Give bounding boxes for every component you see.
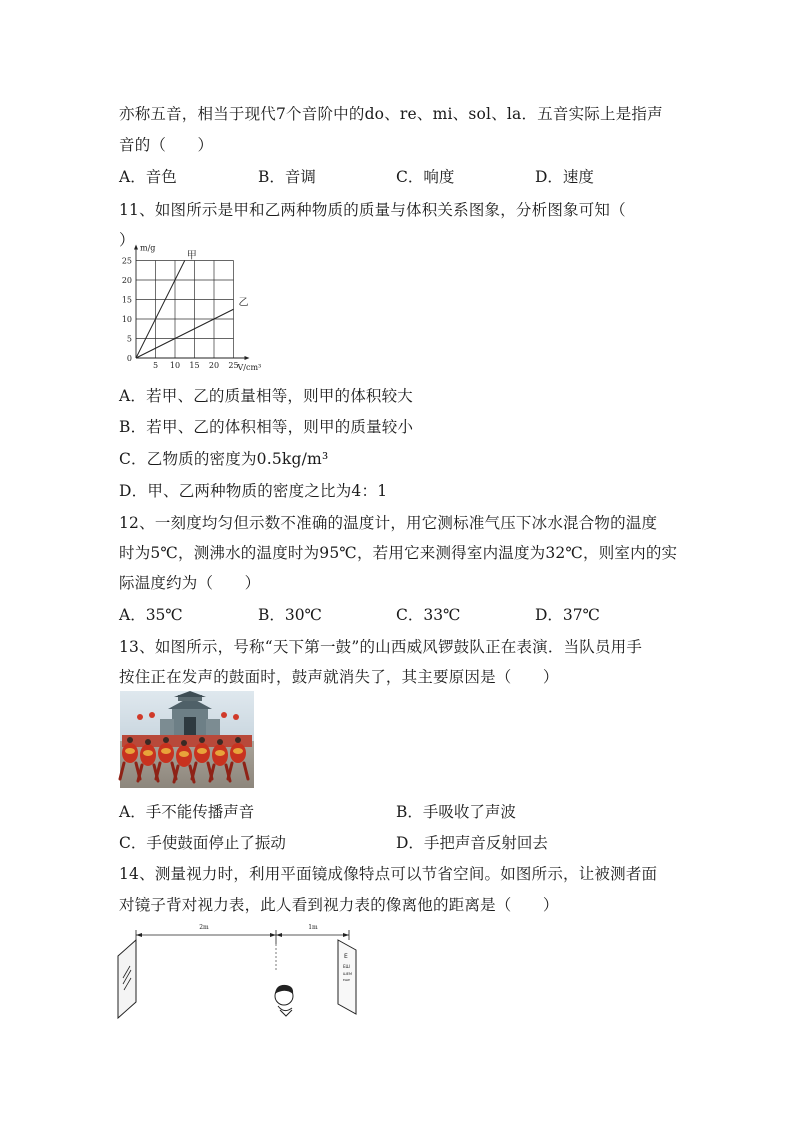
y-tick-label: 0 bbox=[126, 354, 132, 363]
y-tick-label: 10 bbox=[121, 315, 132, 324]
q12-text-line1: 12、一刻度均匀但示数不准确的温度计，用它测标准气压下冰水混合物的温度 bbox=[119, 514, 658, 532]
q10-option-a: A．音色 bbox=[119, 168, 177, 186]
mirror-icon bbox=[118, 940, 136, 1018]
q12-option-c: C．33℃ bbox=[396, 606, 461, 624]
q12-option-a: A．35℃ bbox=[119, 606, 183, 624]
q10-option-b: B．音调 bbox=[258, 168, 316, 186]
q11-option-a: A．若甲、乙的质量相等，则甲的体积较大 bbox=[119, 387, 413, 405]
series-label: 乙 bbox=[238, 297, 249, 309]
mass-volume-chart bbox=[118, 243, 278, 376]
q12-text-line2: 时为5℃，测沸水的温度时为95℃，若用它来测得室内温度为32℃，则室内的实 bbox=[119, 544, 678, 562]
drum-team-photo bbox=[120, 691, 254, 788]
q14-text-line1: 14、测量视力时，利用平面镜成像特点可以节省空间。如图所示，让被测者面 bbox=[119, 865, 658, 883]
y-tick-label: 5 bbox=[126, 334, 132, 344]
series-label: 甲 bbox=[186, 250, 197, 262]
q13-text-line2: 按住正在发声的鼓面时，鼓声就消失了，其主要原因是（ ） bbox=[119, 668, 559, 686]
series-line-yi bbox=[136, 309, 234, 358]
q13-option-c: C．手使鼓面停止了振动 bbox=[119, 834, 286, 852]
q11-option-d: D．甲、乙两种物质的密度之比为4：1 bbox=[119, 482, 388, 500]
q12-option-b: B．30℃ bbox=[258, 606, 322, 624]
y-tick-label: 20 bbox=[121, 276, 132, 285]
q11-option-c: C．乙物质的密度为0.5kg/m³ bbox=[119, 450, 329, 468]
x-tick-label: 5 bbox=[152, 361, 159, 370]
q13-text-line1: 13、如图所示，号称“天下第一鼓”的山西威风锣鼓队正在表演．当队员用手 bbox=[119, 638, 643, 656]
q12-text-line3: 际温度约为（ ） bbox=[119, 574, 261, 592]
q11-text-line1: 11、如图所示是甲和乙两种物质的质量与体积关系图象，分析图象可知（ bbox=[119, 201, 626, 219]
x-tick-label: 25 bbox=[228, 361, 239, 370]
person-icon bbox=[275, 985, 293, 1016]
eye-chart-icon bbox=[338, 940, 356, 1014]
svg-text:ЕШ: ЕШ bbox=[343, 964, 350, 969]
svg-text:ЕШЕ: ЕШЕ bbox=[343, 978, 350, 982]
q10-text-line2: 音的（ ） bbox=[119, 136, 214, 154]
vision-test-diagram bbox=[116, 918, 366, 1020]
x-axis-label: V/cm³ bbox=[237, 363, 262, 372]
q13-option-b: B．手吸收了声波 bbox=[396, 803, 516, 821]
y-axis-label: m/g bbox=[140, 243, 156, 253]
q11-option-b: B．若甲、乙的体积相等，则甲的质量较小 bbox=[119, 418, 414, 436]
x-tick-label: 20 bbox=[208, 361, 220, 370]
distance-label-mirror: 2m bbox=[199, 924, 209, 931]
x-axis-arrow bbox=[245, 356, 250, 360]
q10-option-d: D．速度 bbox=[535, 168, 594, 186]
x-tick-label: 10 bbox=[169, 361, 181, 370]
y-tick-label: 15 bbox=[121, 295, 132, 305]
q10-option-c: C．响度 bbox=[396, 168, 455, 186]
svg-text:ШЕМ: ШЕМ bbox=[343, 972, 352, 976]
y-tick-label: 25 bbox=[121, 256, 132, 266]
distance-label-chart: 1m bbox=[308, 924, 318, 931]
x-tick-label: 15 bbox=[189, 361, 200, 370]
svg-text:E: E bbox=[344, 953, 348, 960]
q12-option-d: D．37℃ bbox=[535, 606, 600, 624]
q11-text-line2: ） bbox=[119, 231, 135, 249]
q13-option-a: A．手不能传播声音 bbox=[119, 803, 255, 821]
q14-text-line2: 对镜子背对视力表，此人看到视力表的像离他的距离是（ ） bbox=[119, 896, 559, 914]
q13-option-d: D．手把声音反射回去 bbox=[396, 834, 548, 852]
q10-text-line1: 亦称五音，相当于现代7个音阶中的do、re、mi、sol、la．五音实际上是指声 bbox=[119, 105, 663, 123]
series-line-jia bbox=[136, 261, 185, 359]
